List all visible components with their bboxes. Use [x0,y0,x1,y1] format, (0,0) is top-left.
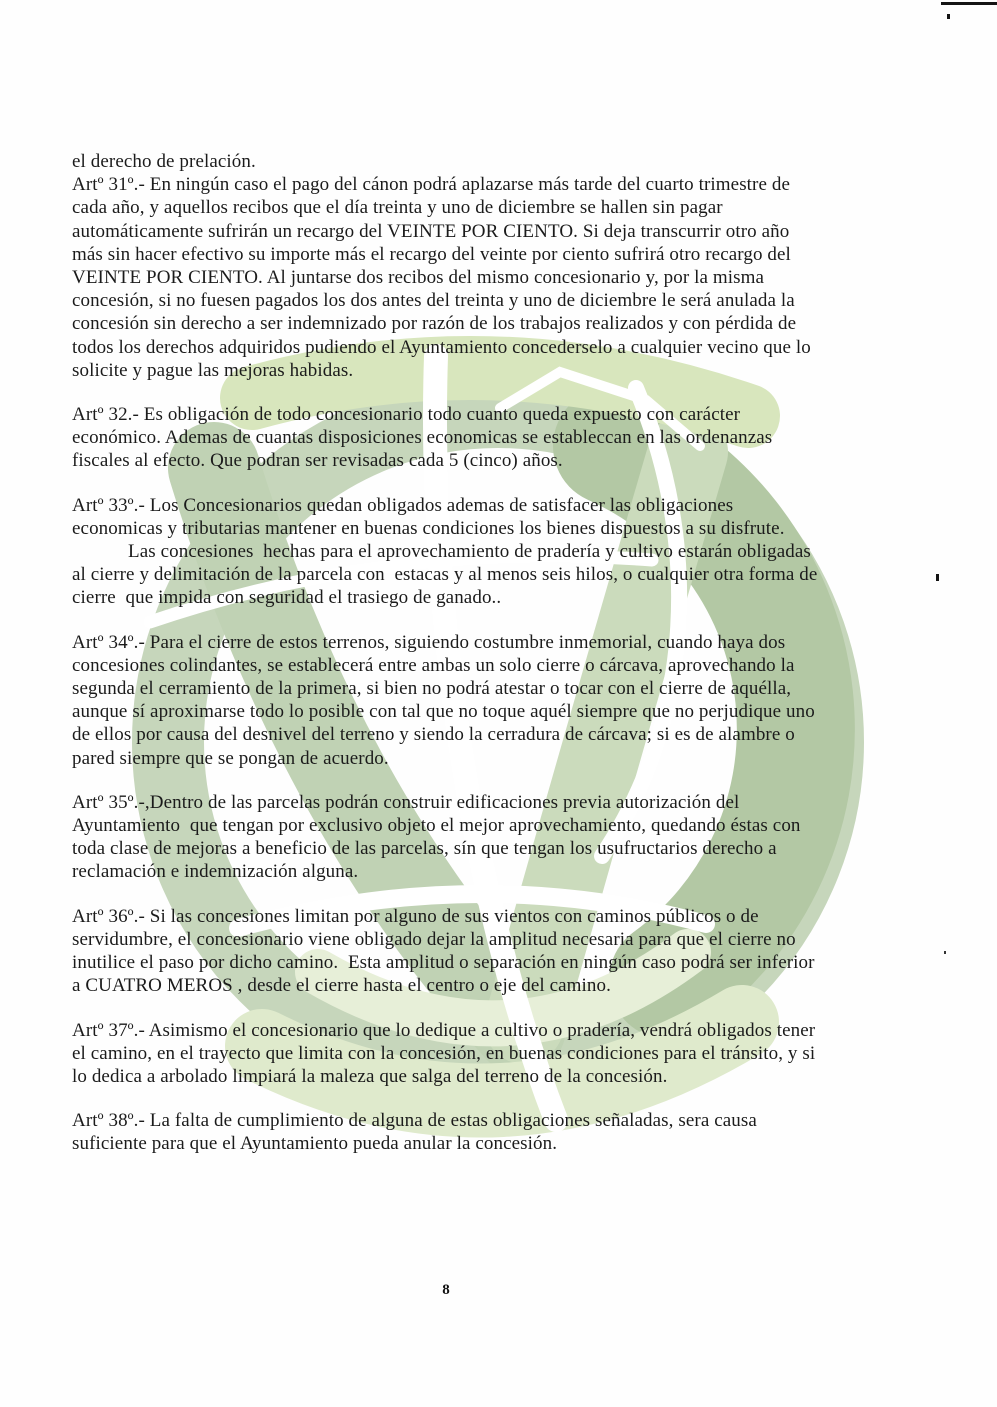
page-number: 8 [442,1282,450,1298]
scan-artifact-right-tick [936,574,939,581]
paragraph-art-32: Artº 32.- Es obligación de todo concesionario todo cuanto queda expuesto con carácter económico. Ademas de cuantas disposiciones economicas se estableccan en las ordenanzas fiscales al efecto. Que podran ser revisadas cada 5 (cinco) años. [72,404,778,472]
paragraph-art-31: Artº 31º.- En ningún caso el pago del cánon podrá aplazarse más tarde del cuarto trimestre de cada año, y aquellos recibos que el día treinta y uno de diciembre se hallen sin pagar automáticamente sufrirán un recargo del VEINTE POR CIENTO. Si deja transcurrir otro año más sin hacer efectivo su importe más el recargo del veinte por ciento sufrirá otro recargo del VEINTE POR CIENTO. Al juntarse dos recibos del mismo concesionario y, por la misma concesión, si no fuesen pagados los dos antes del treinta y uno de diciembre le será anulada la concesión sin derecho a ser indemnizado por razón de los trabajos realizados y con pérdida de todos los derechos adquiridos pudiendo el Ayuntamiento concederselo a cualquier vecino que lo solicite y pague las mejoras habidas. [72,174,816,381]
paragraph-art-37: Artº 37º.- Asimismo el concesionario que lo dedique a cultivo o pradería, vendrá obligados tener el camino, en el trayecto que limita con la concesión, en buenas condiciones para el tránsito, y si lo dedica a arbolado limpiará la maleza que salga del terreno de la concesión. [72,1019,821,1087]
paragraph-continuation: el derecho de prelación. [72,151,256,172]
paragraph-art-38: Artº 38º.- La falta de cumplimiento de alguna de estas obligaciones señaladas, sera causa suficiente para que el Ayuntamiento pueda anular la concesión. [72,1110,762,1155]
paragraph-art-33-continued: Las concesiones hechas para el aprovechamiento de pradería y cultivo estarán obligadas al cierre y delimitación de la parcela con estacas y al menos seis hilos, o cualquier otra forma de cierre que impida con seguridad el trasiego de ganado.. [72,541,823,609]
scan-artifact-top-right-rule [941,2,997,5]
paragraph-art-35: Artº 35º.-,Dentro de las parcelas podrán construir edificaciones previa autorización del Ayuntamiento que tengan por exclusivo objeto el mejor aprovechamiento, quedando éstas con toda clase de mejoras a beneficio de las parcelas, sín que tengan los usufructarios derecho a reclamación e indemnización alguna. [72,791,806,883]
paragraph-art-36: Artº 36º.- Si las concesiones limitan por alguno de sus vientos con caminos públicos o de servidumbre, el concesionario viene obligado dejar la amplitud necesaria para que el cierre no inutilice el paso por dicho camino. Esta amplitud o separación en ningún caso podrá ser inferior a CUATRO MEROS , desde el cierre hasta el centro o eje del camino. [72,905,820,997]
paragraph-art-33: Artº 33º.- Los Concesionarios quedan obligados ademas de satisfacer las obligaciones economicas y tributarias mantener en buenas condiciones los bienes dispuestos a su disfrute. [72,494,785,539]
scan-artifact-top-right-dot [947,14,950,19]
document-text [72,150,823,1156]
scan-artifact-right-dot [944,951,946,954]
paragraph-art-34: Artº 34º.- Para el cierre de estos terrenos, siguiendo costumbre inmemorial, cuando haya dos concesiones colindantes, se establecerá entre ambas un solo cierre o cárcava, aprovechando la segunda el cerramiento de la primera, si bien no podrá atestar o tocar con el cierre de aquélla, aunque sí aproximarse todo lo posible con tal que no toque aquél siempre que no perjudique uno de ellos por causa del desnivel del terreno y siendo la cerradura de cárcava; si es de alambre o pared siempre que se pongan de acuerdo. [72,631,820,769]
